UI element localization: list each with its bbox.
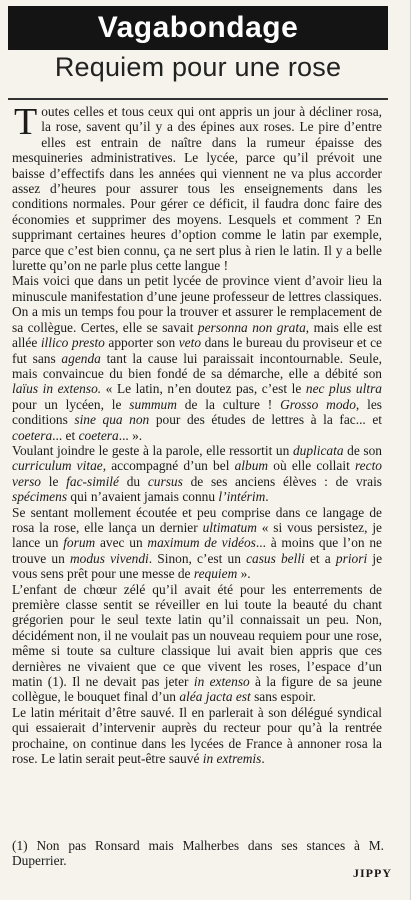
article-body: [12, 101, 383, 767]
paragraph-6: Le latin méritait d’être sauvé. Il en parlerait à son délégué syndical qui essaierait d’intervenir auprès du recteur pour qu’à la rentrée prochaine, on continue dans les lycées de France à annoner rosa la rose. Le latin serait peut-être sauvé in extremis.: [12, 704, 382, 767]
author-signature: JIPPY: [353, 866, 392, 880]
paragraph-5: L’enfant de chœur zélé qu’il avait été pour les enterrements de première classe sentit se réveiller en lui toute la beauté du chant grégorien pour le seul texte latin qu’il connaissait un peu. Non, décidément non, il ne voulait pas un nouveau requiem pour une rose, même si toute sa culture classique lui avait bien appris que ces dernières ne vivaient que ce que vivent les roses, l’espace d’un matin (1). Il ne devait pas jeter in extenso à la figure de sa jeune collègue, le bouquet final d’un aléa jacta est sans espoir.: [12, 581, 382, 705]
paragraph-3: Voulant joindre le geste à la parole, elle ressortit un duplicata de son curriculum vitae, accompagné d’un bel album où elle collait recto verso le fac-similé du cursus de ses anciens élèves : de vrais spécimens qui n’avaient jamais connu l’intérim.: [12, 442, 383, 505]
paragraph-1: Toutes celles et tous ceux qui ont appris un jour à décliner rosa, la rose, savent qu’il y a des épines aux roses. Le pire d’entre elles est entrain de naître dans la rumeur épaisse des mesquineries administratives. Le lycée, parce qu’il prévoit une baisse d’effectifs dans les années qui viennent ne va plus accorder assez d’heures pour assurer tous les enseignements dans les conditions normales. Pour gérer ce déficit, il faudra donc faire des économies et supprimer des moyens. Lesquels et comment ? En supprimant certaines heures d’option comme le latin par exemple, parce que c’est bien connu, ça ne sert plus à rien le latin. Il y a belle lurette qu’on ne parle plus cette langue !: [12, 101, 382, 274]
section-banner: [8, 6, 388, 50]
paragraph-2: Mais voici que dans un petit lycée de province vient d’avoir lieu la minuscule manifestation d’une jeune professeur de lettres classiques. On a mis un temps fou pour la trouver et assurer le remplacement de sa collègue. Certes, elle se savait personna non grata, mais elle est allée illico presto apporter son veto dans le bureau du proviseur et ce fut sans agenda tant la cause lui paraissait incontournable. Seule, mais convaincue du bien fondé de sa démarche, elle a débité son laïus in extenso. « Le latin, n’en doutez pas, c’est le nec plus ultra pour un lycéen, le summum de la culture ! Grosso modo, les conditions sine qua non pour des études de lettres à la fac... et coetera... et coetera... ».: [12, 273, 383, 443]
footnote-text: (1) Non pas Ronsard mais Malherbes dans ses stances à M. Duperrier.: [12, 838, 384, 869]
section-title: Vagabondage: [97, 11, 299, 44]
footnote: [12, 838, 384, 869]
drop-cap: T: [14, 101, 38, 143]
headline-divider: [8, 98, 388, 100]
article-headline: Requiem pour une rose: [54, 52, 342, 82]
paragraph-4: Se sentant mollement écoutée et peu comprise dans ce langage de rosa la rose, elle lança un dernier ultimatum « si vous persistez, je lance un forum avec un maximum de vidéos... à moins que l’on ne trouve un modus vivendi. Sinon, c’est un casus belli et a priori je vous sens prêt pour une messe de requiem ».: [12, 504, 383, 582]
